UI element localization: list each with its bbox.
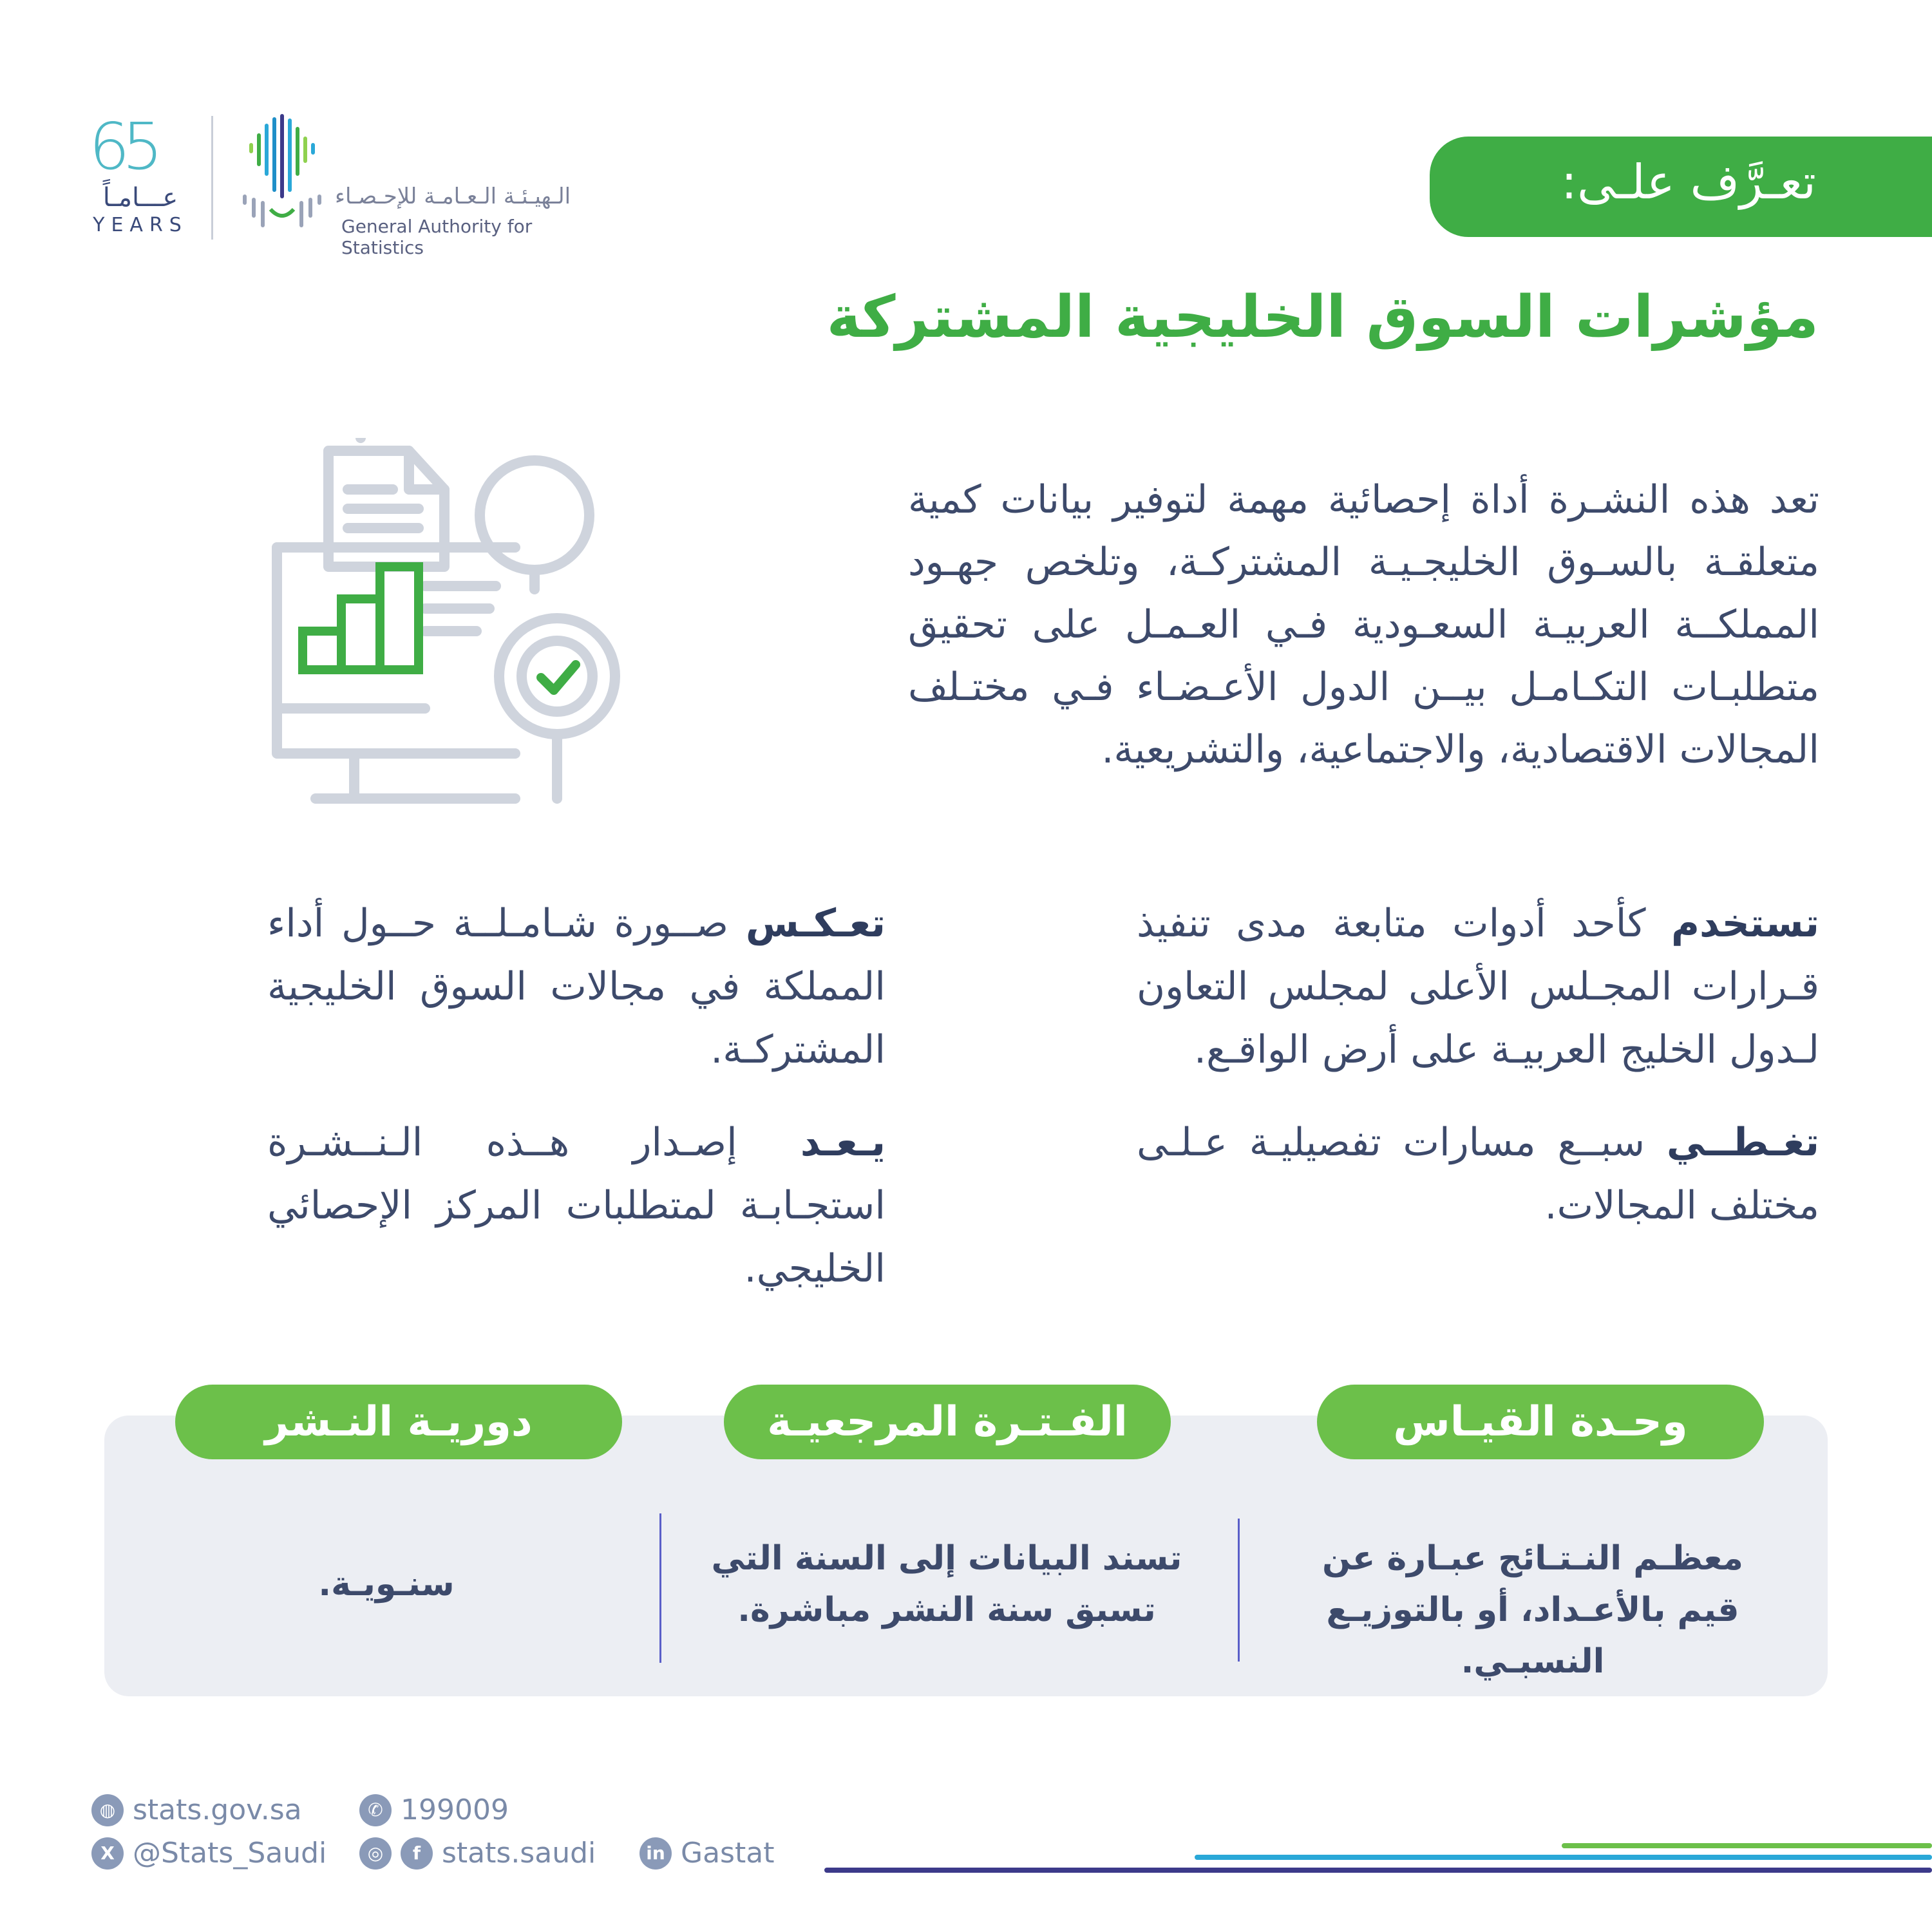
instagram-icon: ◎ (359, 1837, 392, 1870)
anniversary-label-ar: عـــامـاً (102, 183, 178, 213)
linkedin-handle[interactable]: Gastat (681, 1837, 775, 1870)
reference-period-header: الفـتـرة المرجعيـة (724, 1385, 1171, 1459)
phone-icon: ✆ (359, 1794, 392, 1826)
feature-lead: تستخدم (1671, 901, 1819, 946)
feature-block-covers (1137, 1111, 1819, 1237)
intro-badge (1430, 137, 1932, 237)
panel-divider (659, 1513, 661, 1663)
anniversary-label-en: YEARS (93, 214, 188, 236)
anniversary-number: 65 (89, 109, 156, 184)
gastat-logo-mark (238, 113, 328, 238)
footer-social[interactable] (359, 1837, 596, 1870)
feature-text: إصـدار هــذه الـنــشـرة استجـابـة لمتطلبات المركز الإحصائي الخليجي. (267, 1120, 886, 1291)
footer-linkedin[interactable] (639, 1837, 774, 1870)
footer-accent-navy (824, 1868, 1932, 1873)
feature-block-usage (1137, 892, 1819, 1081)
feature-text: سبــع مسارات تفصيليـة عـلـى مختلف المجالات. (1137, 1120, 1819, 1228)
social-handle[interactable]: stats.saudi (442, 1837, 596, 1870)
intro-badge-label: تعـرَّف علـى: (1561, 155, 1816, 210)
footer-website[interactable] (91, 1794, 302, 1826)
page-title: مؤشرات السوق الخليجية المشتركة (826, 283, 1819, 351)
linkedin-icon: in (639, 1837, 672, 1870)
phone-number[interactable]: 199009 (401, 1794, 509, 1826)
frequency-header: دوريـة النـشر (175, 1385, 622, 1459)
footer-accent-cyan (1195, 1855, 1932, 1860)
panel-divider (1238, 1519, 1240, 1662)
footer-accent-green (1562, 1843, 1932, 1848)
anniversary-logo (89, 109, 192, 243)
feature-lead: يـعـد (800, 1120, 886, 1165)
feature-text: صــورة شـامـلــة حــول أداء المملكة في مجالات السوق الخليجية المشتركـة. (267, 901, 886, 1072)
x-handle[interactable]: @Stats_Saudi (133, 1837, 327, 1870)
feature-lead: تعـكـس (745, 901, 886, 946)
org-name-en: General Authority for Statistics (341, 216, 533, 258)
website-link[interactable]: stats.gov.sa (133, 1794, 302, 1826)
feature-block-issuance (267, 1111, 886, 1300)
feature-block-reflects (267, 892, 886, 1081)
globe-icon: ◍ (91, 1794, 124, 1826)
feature-lead: تغـطــي (1666, 1120, 1819, 1165)
intro-paragraph: تعد هذه النشـرة أداة إحصائية مهمة لتوفير بيانات كمية متعلقـة بالسـوق الخليجـيـة المشتركـة، وتلخص جهـود المملكــة العربيـة السعـودية فـي العـمـل على تحقيق متطلبـات التكـامـل بيــن الدول الأعـضـاء فـي مختـلف المجالات الاقتصادية، والاجتماعية، والتشريعية. (908, 477, 1819, 772)
org-name-ar: الـهيـئـة الـعـامـة للإحـصـاء (335, 184, 571, 209)
report-analytics-illustration (258, 438, 644, 811)
footer-phone[interactable] (359, 1794, 509, 1826)
unit-value: معظـم النـتـائج عبـارة عن قيم بالأعـداد، أو بالتوزيـع النسبـي. (1322, 1539, 1743, 1681)
facebook-icon: f (401, 1837, 433, 1870)
feature-text: كأحد أدوات متابعة مدى تنفيذ قـرارات المجـلس الأعلى لمجلس التعاون لـدول الخليج العربيـة على أرض الواقـع. (1137, 901, 1819, 1072)
footer-x[interactable] (91, 1837, 327, 1870)
logo-divider (211, 116, 213, 240)
frequency-value: سنـويـة. (318, 1565, 455, 1604)
unit-header: وحـدة القيـاس (1317, 1385, 1764, 1459)
reference-period-value: تسند البيانات إلى السنة التي تسبق سنة النشر مباشرة. (711, 1539, 1182, 1629)
x-icon: X (91, 1837, 124, 1870)
